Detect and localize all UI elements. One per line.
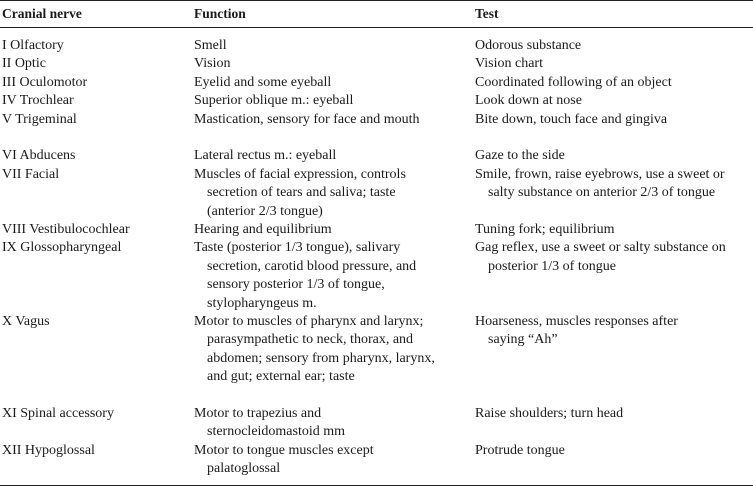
- cell-test-text: Vision chart: [475, 56, 543, 72]
- table-bottom-rule: [0, 485, 753, 486]
- cell-nerve: V Trigeminal: [2, 111, 77, 127]
- table-row: [0, 221, 753, 239]
- cell-function-text: Eyelid and some eyeball: [194, 74, 332, 90]
- cell-test-text: Gag reflex, use a sweet or salty substance on posterior 1/3 of tongue: [475, 240, 726, 274]
- cell-function-text: Mastication, sensory for face and mouth: [194, 111, 420, 127]
- cell-test: [475, 55, 751, 73]
- cell-function: [194, 37, 470, 55]
- table-header-row: [0, 6, 753, 24]
- header-function: Function: [194, 6, 246, 21]
- cell-test-text: Bite down, touch face and gingiva: [475, 111, 668, 127]
- table-top-rule: [0, 0, 753, 1]
- table-row: [0, 92, 753, 110]
- cell-function-text: Muscles of facial expression, controls secretion of tears and saliva; taste (anterior 2/3 tongue): [194, 166, 406, 219]
- cell-function: [194, 442, 422, 479]
- table-row: [0, 442, 753, 479]
- cell-test: [475, 405, 751, 423]
- cell-nerve: IX Glossopharyngeal: [2, 240, 122, 256]
- table-row: [0, 74, 753, 92]
- table-row: [0, 166, 753, 221]
- cell-nerve: VI Abducens: [2, 148, 76, 164]
- table-body: [0, 37, 753, 479]
- table-row: [0, 111, 753, 148]
- cell-function-text: Motor to muscles of pharynx and larynx; parasympathetic to neck, thorax, and abdomen; sensory from pharynx, larynx, and gut; external ear; taste: [194, 313, 435, 385]
- cell-test-text: Protrude tongue: [475, 442, 565, 458]
- header-cranial-nerve: Cranial nerve: [2, 6, 82, 21]
- cell-function-text: Lateral rectus m.: eyeball: [194, 148, 337, 164]
- cell-test-text: Tuning fork; equilibrium: [475, 221, 615, 237]
- cell-test-text: Gaze to the side: [475, 148, 565, 164]
- table-row: [0, 313, 753, 405]
- cell-function: [194, 239, 438, 313]
- cell-function-text: Motor to trapezius and sternocleidomastoid mm: [194, 405, 346, 440]
- cell-test: [475, 92, 751, 110]
- table-row: [0, 239, 753, 313]
- cell-test-text: Raise shoulders; turn head: [475, 405, 624, 421]
- cell-function: [194, 166, 436, 221]
- cell-test: [475, 74, 751, 92]
- cell-test-text: Smile, frown, raise eyebrows, use a sweet or salty substance on anterior 2/3 of tongue: [475, 166, 725, 201]
- cell-test: [475, 37, 751, 55]
- cell-function: [194, 147, 470, 165]
- cell-function: [194, 221, 470, 239]
- table-row: [0, 405, 753, 442]
- cell-test: [475, 147, 751, 165]
- cell-nerve: II Optic: [2, 56, 46, 72]
- cell-test-text: Look down at nose: [475, 93, 582, 109]
- cell-function-text: Vision: [194, 56, 231, 72]
- cell-test-text: Odorous substance: [475, 38, 582, 53]
- cell-function: [194, 405, 394, 442]
- cell-test: [475, 166, 745, 203]
- cell-test: [475, 442, 751, 460]
- cell-function-text: Superior oblique m.: eyeball: [194, 93, 354, 109]
- cell-function: [194, 313, 450, 387]
- cell-nerve: VII Facial: [2, 166, 60, 182]
- cell-nerve: III Oculomotor: [2, 74, 88, 90]
- cell-test: [475, 221, 751, 239]
- cell-nerve: I Olfactory: [2, 38, 64, 53]
- cell-nerve: IV Trochlear: [2, 93, 74, 109]
- cell-test-text: Hoarseness, muscles responses after saying “Ah”: [475, 313, 678, 348]
- cell-test: [475, 313, 685, 350]
- cell-test-text: Coordinated following of an object: [475, 74, 672, 90]
- cell-test: [475, 239, 747, 276]
- cell-function: [194, 92, 470, 110]
- cell-nerve: XII Hypoglossal: [2, 442, 95, 458]
- cell-function-text: Hearing and equilibrium: [194, 221, 332, 237]
- cell-nerve: X Vagus: [2, 313, 50, 329]
- cell-function: [194, 111, 422, 129]
- table-row: [0, 147, 753, 165]
- table-row: [0, 55, 753, 73]
- cell-function-text: Motor to tongue muscles except palatoglossal: [194, 442, 374, 477]
- cell-function-text: Smell: [194, 38, 227, 53]
- cell-function: [194, 74, 470, 92]
- cell-nerve: XI Spinal accessory: [2, 405, 114, 421]
- cell-test: [475, 111, 751, 129]
- header-test: Test: [475, 6, 499, 21]
- cell-function: [194, 55, 470, 73]
- cell-function-text: Taste (posterior 1/3 tongue), salivary secretion, carotid blood pressure, and sensory posterior 1/3 of tongue, stylopharyngeus m.: [194, 240, 417, 311]
- cell-nerve: VIII Vestibulocochlear: [2, 221, 130, 237]
- table-row: [0, 37, 753, 55]
- table-header-rule: [0, 27, 753, 28]
